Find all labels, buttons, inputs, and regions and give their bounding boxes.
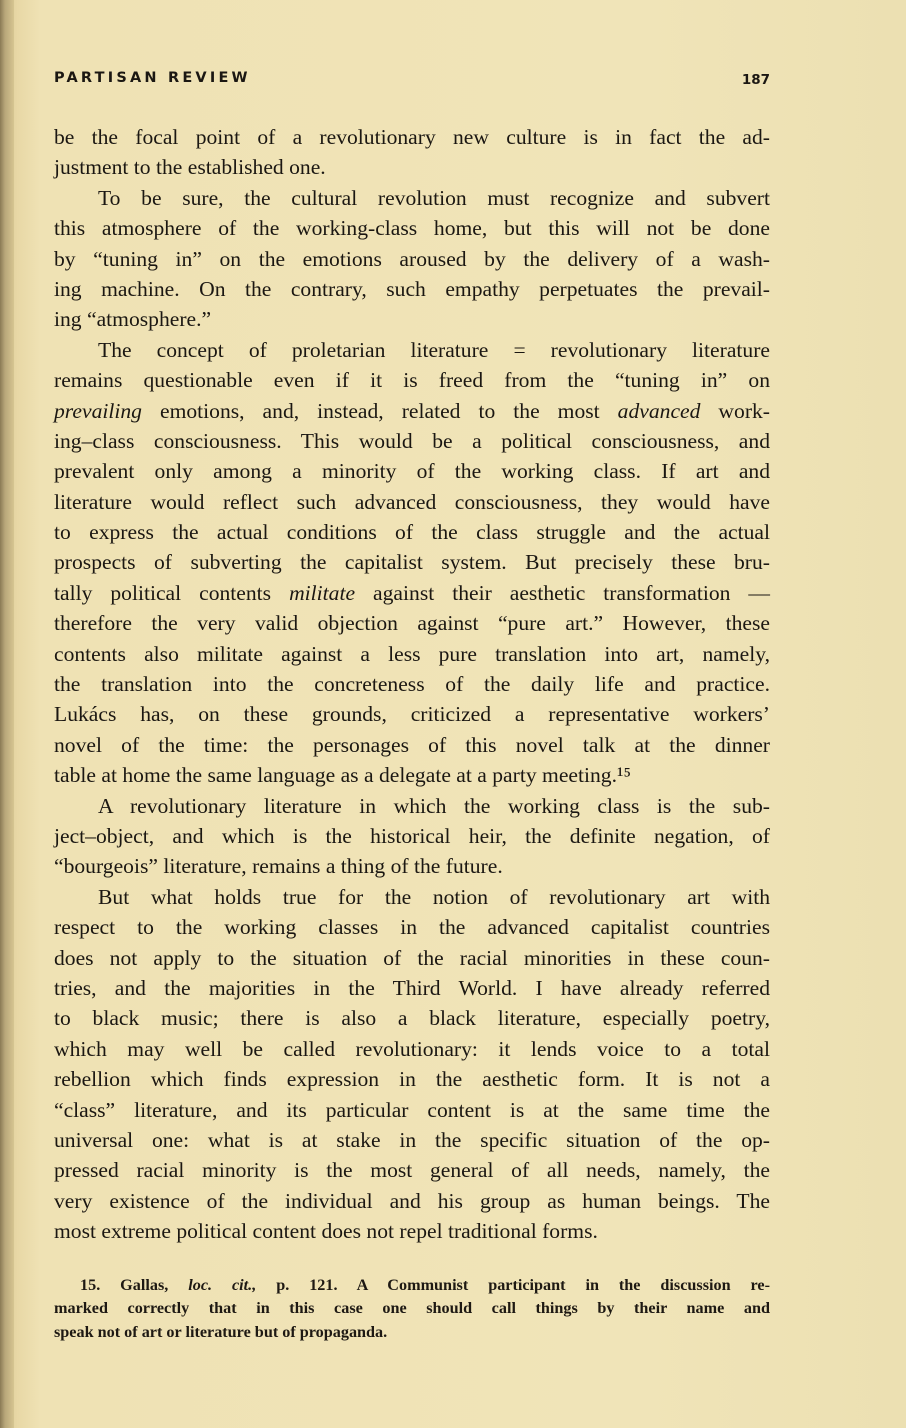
body-text	[54, 122, 770, 1246]
text-line: “bourgeois” literature, remains a thing of the future.	[54, 854, 503, 879]
text-line: does not apply to the situation of the racial minorities in these coun-	[54, 945, 770, 970]
text-line: justment to the established one.	[54, 155, 326, 180]
text-line: To be sure, the cultural revolution must recognize and subvert	[98, 185, 770, 210]
text-line: the translation into the concreteness of the daily life and practice.	[54, 672, 770, 697]
text-line: which may well be called revolutionary: it lends voice to a total	[54, 1036, 770, 1061]
text-line: to black music; there is also a black literature, especially poetry,	[54, 1006, 770, 1031]
text-line: A revolutionary literature in which the working class is the sub-	[98, 793, 770, 818]
text-line-segment: work-	[700, 398, 771, 423]
text-line: prospects of subverting the capitalist system. But precisely these bru-	[54, 550, 770, 575]
text-line: Lukács has, on these grounds, criticized a representative workers’	[54, 702, 770, 727]
footnote-line-segment: p. 121. A Communist participant in the discussion re-	[256, 1276, 770, 1294]
text-line: novel of the time: the personages of this novel talk at the dinner	[54, 732, 770, 757]
footnote	[54, 1274, 770, 1344]
text-line-segment: advanced	[617, 398, 701, 423]
journal-title: PARTISAN REVIEW	[54, 70, 251, 86]
text-line: be the focal point of a revolutionary new culture is in fact the ad-	[54, 125, 770, 149]
text-line: table at home the same language as a delegate at a party meeting.¹⁵	[54, 763, 631, 788]
text-line-segment: militate	[289, 580, 356, 605]
text-line: ing machine. On the contrary, such empathy perpetuates the prevail-	[54, 276, 770, 301]
page-binding-shadow	[0, 0, 14, 1428]
text-line: pressed racial minority is the most general of all needs, namely, the	[54, 1158, 770, 1183]
text-line	[54, 578, 770, 608]
text-line-segment: emotions, and, instead, related to the most	[141, 398, 618, 423]
footnote-line	[54, 1274, 770, 1297]
text-line	[54, 396, 770, 426]
text-line: this atmosphere of the working-class home, but this will not be done	[54, 216, 770, 241]
footnote-line: speak not of art or literature but of propaganda.	[54, 1322, 388, 1341]
text-line: But what holds true for the notion of revolutionary art with	[98, 884, 770, 909]
text-line: respect to the working classes in the advanced capitalist countries	[54, 915, 770, 940]
text-line: “class” literature, and its particular content is at the same time the	[54, 1097, 770, 1122]
text-line: rebellion which finds expression in the aesthetic form. It is not a	[54, 1067, 770, 1092]
text-line: contents also militate against a less pure translation into art, namely,	[54, 641, 770, 666]
text-line: remains questionable even if it is freed from the “tuning in” on	[54, 368, 770, 393]
text-line: to express the actual conditions of the class struggle and the actual	[54, 520, 770, 545]
text-line: prevalent only among a minority of the working class. If art and	[54, 459, 770, 484]
text-line: tries, and the majorities in the Third World. I have already referred	[54, 975, 770, 1000]
footnote-line-segment: loc. cit.,	[188, 1276, 257, 1294]
text-line: literature would reflect such advanced consciousness, they would have	[54, 489, 770, 514]
page-number: 187	[741, 72, 770, 88]
text-line: ject–object, and which is the historical heir, the definite negation, of	[54, 823, 770, 848]
footnote-line: marked correctly that in this case one should call things by their name and	[54, 1299, 770, 1318]
footnote-line-segment: 15. Gallas,	[80, 1276, 189, 1294]
text-line: ing–class consciousness. This would be a political consciousness, and	[54, 428, 770, 453]
running-header	[54, 70, 770, 94]
text-line: The concept of proletarian literature = revolutionary literature	[98, 337, 770, 362]
text-line-segment: against their aesthetic transformation —	[355, 580, 770, 605]
text-line: very existence of the individual and his group as human beings. The	[54, 1188, 770, 1213]
text-line: ing “atmosphere.”	[54, 307, 212, 332]
text-line-segment: prevailing	[54, 398, 142, 423]
text-line: most extreme political content does not repel traditional forms.	[54, 1219, 598, 1244]
text-line: by “tuning in” on the emotions aroused by the delivery of a wash-	[54, 246, 770, 271]
text-line: universal one: what is at stake in the specific situation of the op-	[54, 1127, 770, 1152]
text-line-segment: tally political contents	[54, 580, 290, 605]
text-line: therefore the very valid objection against “pure art.” However, these	[54, 611, 770, 636]
